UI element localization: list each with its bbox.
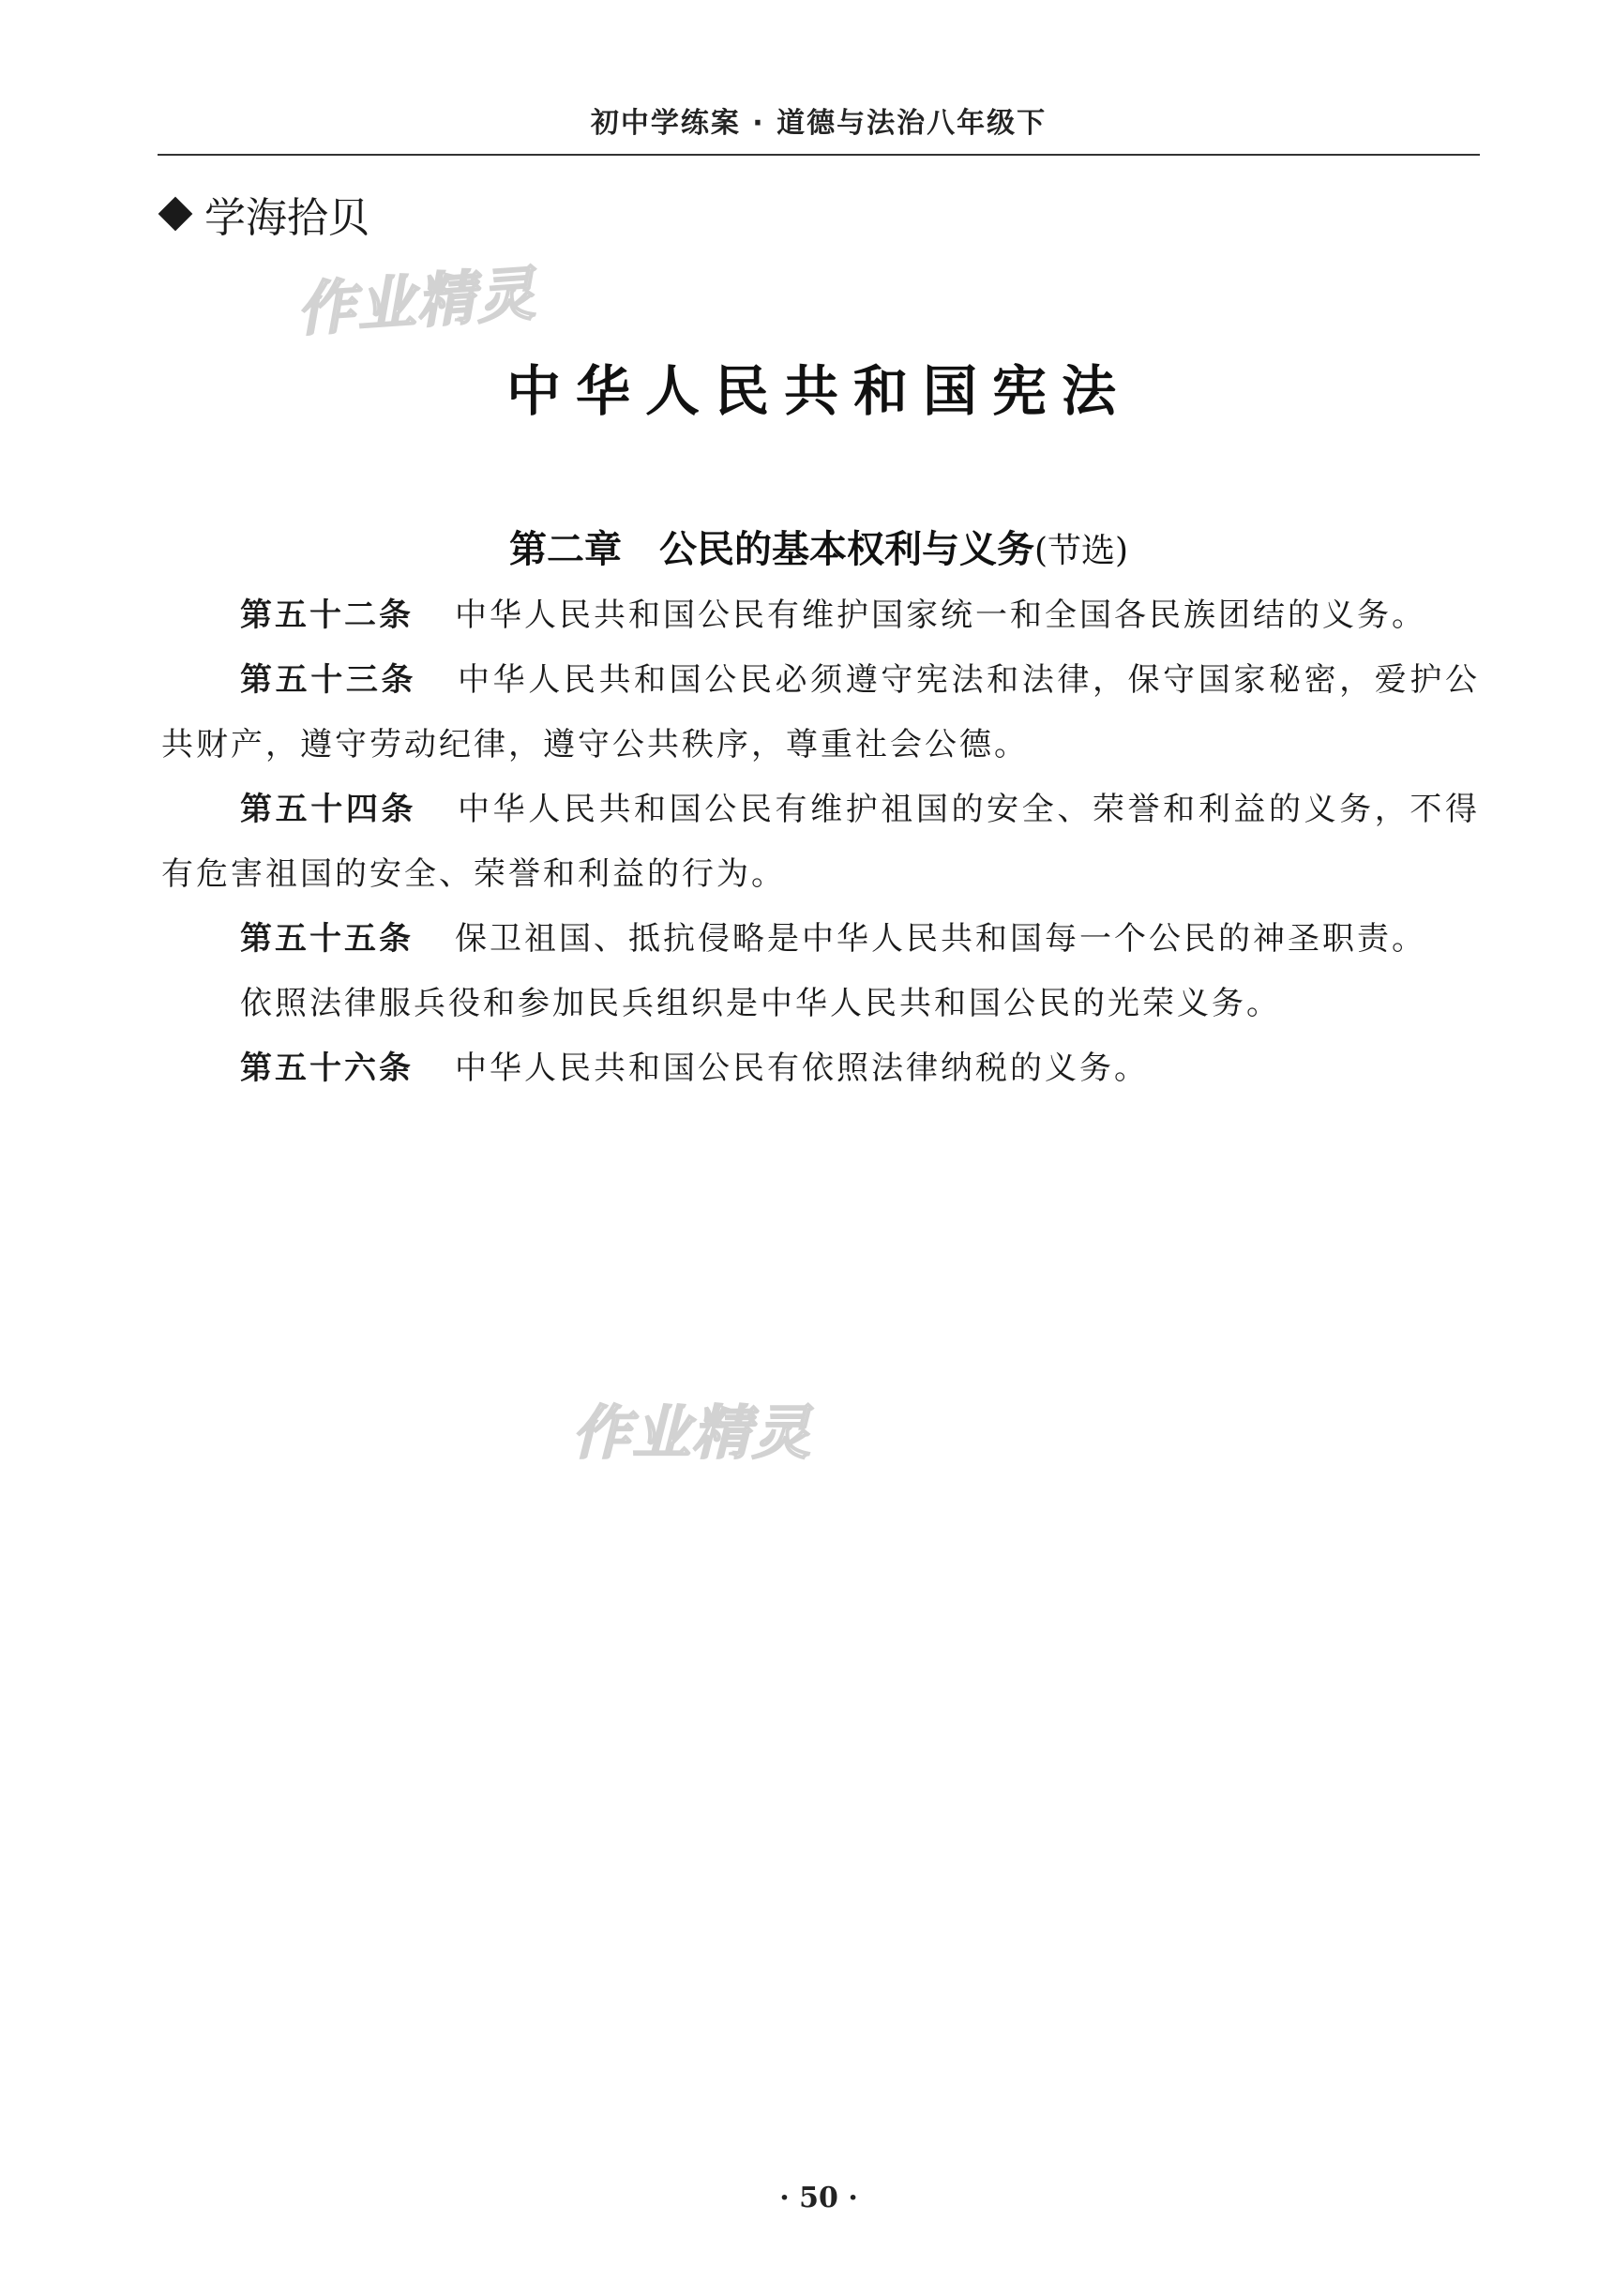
article-paragraph — [161, 907, 1480, 972]
section-tag — [159, 184, 369, 244]
article-paragraph — [161, 778, 1480, 907]
section-tag-label: 学海拾贝 — [204, 194, 369, 242]
article-paragraph — [161, 1036, 1480, 1101]
article-number: 第五十六条 — [240, 1050, 414, 1087]
article-text: 中华人民共和国公民有维护祖国的安全、荣誉和利益的义务，不得有危害祖国的安全、荣誉和利益的行为。 — [161, 791, 1480, 893]
article-text: 中华人民共和国公民有维护国家统一和全国各民族团结的义务。 — [455, 597, 1426, 634]
document-title: 中华人民共和国宪法 — [505, 359, 1131, 423]
running-header: 初中学练案 · 道德与法治八年级下 — [590, 107, 1048, 140]
header-divider — [158, 154, 1480, 156]
article-paragraph — [161, 972, 1480, 1036]
article-number: 第五十二条 — [240, 597, 414, 634]
article-number: 第五十三条 — [240, 661, 417, 699]
chapter-heading — [158, 520, 1480, 573]
page-number: · 50 · — [779, 2182, 858, 2214]
article-number: 第五十四条 — [240, 791, 417, 828]
chapter-note: (节选) — [1033, 532, 1129, 570]
article-text: 依照法律服兵役和参加民兵组织是中华人民共和国公民的光荣义务。 — [240, 985, 1281, 1022]
article-text: 中华人民共和国公民有依照法律纳税的义务。 — [455, 1050, 1149, 1087]
article-number: 第五十五条 — [240, 920, 414, 958]
article-paragraph — [161, 583, 1480, 648]
chapter-title: 第二章 公民的基本权利与义务 — [508, 528, 1034, 571]
watermark: 作业精灵 — [294, 259, 539, 344]
article-text: 保卫祖国、抵抗侵略是中华人民共和国每一个公民的神圣职责。 — [455, 920, 1426, 958]
article-body — [161, 583, 1480, 1101]
article-paragraph — [161, 648, 1480, 778]
article-text: 中华人民共和国公民必须遵守宪法和法律，保守国家秘密，爱护公共财产，遵守劳动纪律，遵守公共秩序，尊重社会公德。 — [161, 661, 1480, 763]
diamond-bullet-icon — [158, 197, 193, 232]
watermark: 作业精灵 — [572, 1398, 813, 1467]
